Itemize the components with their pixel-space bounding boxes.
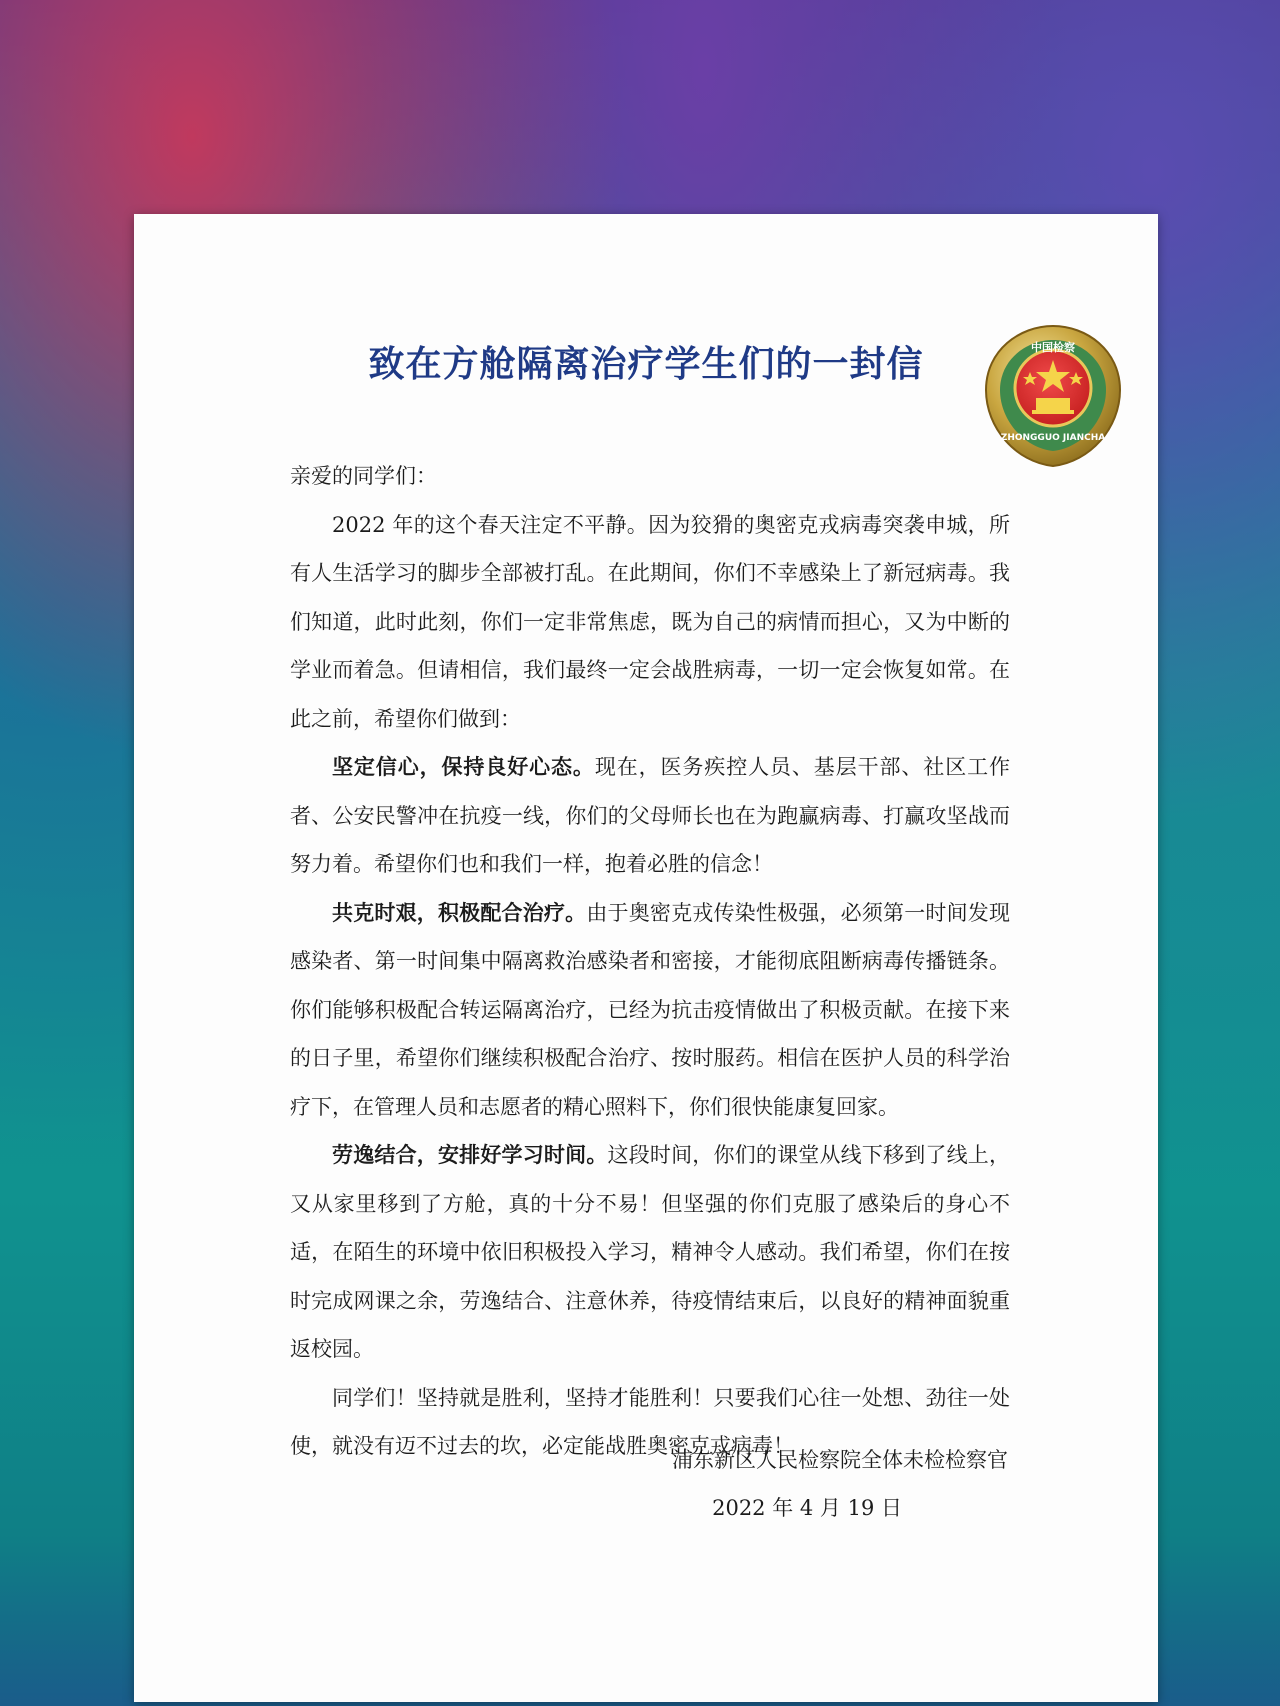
procuratorate-emblem-icon (978, 320, 1128, 470)
intro-paragraph: 2022 年的这个春天注定不平静。因为狡猾的奥密克戎病毒突袭申城，所有人生活学习的脚步全部被打乱。在此期间，你们不幸感染上了新冠病毒。我们知道，此时此刻，你们一定非常焦虑，既为自己的病情而担心，又为中断的学业而着急。但请相信，我们最终一定会战胜病毒，一切一定会恢复如常。在此之前，希望你们做到： (290, 512, 1010, 731)
point-paragraph-3 (290, 1131, 1010, 1374)
emblem-top-text: 中国检察 (1031, 341, 1075, 354)
point-paragraph-2 (290, 889, 1010, 1132)
signature-date: 2022 年 4 月 19 日 (712, 1496, 902, 1520)
point-text: 由于奥密克戎传染性极强，必须第一时间发现感染者、第一时间集中隔离救治感染者和密接，才能彻底阻断病毒传播链条。你们能够积极配合转运隔离治疗，已经为抗击疫情做出了积极贡献。在接下来的日子里，希望你们继续积极配合治疗、按时服药。相信在医护人员的科学治疗下，在管理人员和志愿者的精心照料下，你们很快能康复回家。 (290, 900, 1011, 1119)
point-text: 现在，医务疾控人员、基层干部、社区工作者、公安民警冲在抗疫一线，你们的父母师长也在为跑赢病毒、打赢攻坚战而努力着。希望你们也和我们一样，抱着必胜的信念！ (290, 755, 1011, 876)
letter-body (290, 452, 1010, 1471)
closing-paragraph: 同学们！坚持就是胜利，坚持才能胜利！只要我们心往一处想、劲往一处使，就没有迈不过去的坎，必定能战胜奥密克戎病毒！ (290, 1385, 1010, 1458)
signature-block (672, 1436, 1008, 1532)
point-heading: 劳逸结合，安排好学习时间。 (332, 1142, 608, 1167)
point-text: 这段时间，你们的课堂从线下移到了线上，又从家里移到了方舱，真的十分不易！但坚强的你们克服了感染后的身心不适，在陌生的环境中依旧积极投入学习，精神令人感动。我们希望，你们在按时完成网课之余，劳逸结合、注意休养，待疫情结束后，以良好的精神面貌重返校园。 (290, 1143, 1010, 1361)
letter-paper (134, 214, 1158, 1702)
emblem-bottom-text: ZHONGGUO JIANCHA (1000, 433, 1106, 443)
salutation: 亲爱的同学们： (290, 464, 437, 488)
letter-title: 致在方舱隔离治疗学生们的一封信 (368, 344, 924, 385)
signature-name: 浦东新区人民检察院全体未检检察官 (672, 1448, 1008, 1472)
point-heading: 坚定信心，保持良好心态。 (332, 754, 595, 779)
point-heading: 共克时艰，积极配合治疗。 (332, 899, 587, 925)
point-paragraph-1 (290, 743, 1010, 889)
